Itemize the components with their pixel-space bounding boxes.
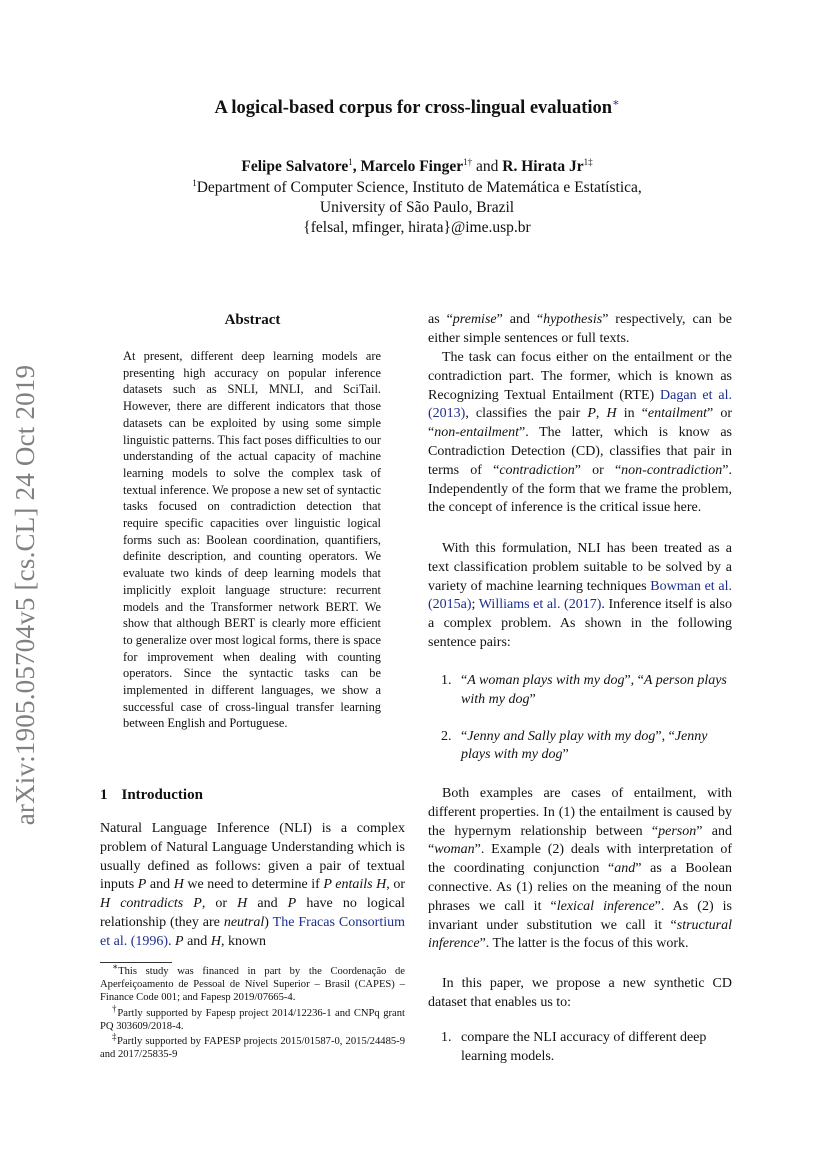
example-list [428, 672, 732, 765]
citation-link[interactable]: The Fracas Consortium et al. (1996) [100, 914, 405, 949]
author-name: R. Hirata Jr [502, 158, 584, 175]
author-name: Felipe Salvatore [241, 158, 349, 175]
author-name: Marcelo Finger [360, 158, 464, 175]
list-item: 1. “A woman plays with my dog”, “A person plays with my dog” [441, 673, 727, 707]
author-affil-mark: 1‡ [583, 156, 593, 167]
section-heading-introduction [100, 786, 405, 804]
citation-link[interactable]: Williams et al. (2017) [478, 597, 602, 613]
footnote-mark: ∗ [112, 961, 119, 972]
right-paragraph-4: In this paper, we propose a new synthetic CD dataset that enables us to: [428, 976, 732, 1010]
footnote-mark: † [112, 1003, 118, 1014]
right-paragraph-1: The task can focus either on the entailment or the contradiction part. The former, which is known as Recognizing Textual Entailment (RTE) Dagan et al. (2013), classifies the pair P, H in “entailment” or “non-entailment”. The latter, which is know as Contradiction Detection (CD), classifies that pair in terms of “contradiction” or “non-contradiction”. Independently of the form that we frame the problem, the concept of inference is the critical issue here. [428, 350, 732, 516]
author-line: Felipe Salvatore$^1$, Marcelo Finger$^{1\dagger}$ and R. Hirata $Jr^{1\ddagger}$ [241, 156, 593, 175]
title-text: A logical-based corpus for cross-lingual evaluation [214, 98, 613, 118]
footnote-divider [100, 962, 172, 963]
right-paragraph-2: With this formulation, NLI has been treated as a text classification problem suitable to be solved by a variety of machine learning techniques Bowman et al. (2015a); Williams et al. (2017). Inference itself is also a complex problem. As shown in the following sentence pairs: [428, 541, 732, 650]
author-conjunction: and [472, 158, 503, 175]
footnote-author2: †Partly supported by Fapesp project 2014/12236-1 and CNPq grant PQ 303609/2018-4. [100, 1003, 406, 1032]
paper-title [100, 96, 734, 120]
affiliation-mark: 1 [192, 177, 197, 188]
footnote-mark: ‡ [112, 1031, 117, 1042]
right-paragraph-3: Both examples are cases of entailment, with different properties. In (1) the entailment is caused by the hypernym relationship between “person” and “woman”. Example (2) deals with interpretation of the coordinating conjunction “and” as a Boolean connective. As (1) relies on the meaning of the noun phrases we call it “lexical inference”. As (2) is invariant under substitution we call it “structural inference”. The latter is the focus of this work. [428, 786, 732, 952]
affiliation-text: Department of Computer Science, Instituto de Matemática e Estatística, [196, 179, 642, 196]
list-item: 1. compare the NLI accuracy of different deep learning models. [441, 1030, 707, 1064]
right-paragraph-0: as “premise” and “hypothesis” respectively, can be either simple sentences or full texts. [428, 312, 732, 346]
footnote-author3: ‡Partly supported by FAPESP projects 2015/01587-0, 2015/24485-9 and 2017/25835-9 [100, 1031, 405, 1060]
author-emails: {felsal, mfinger, hirata}@ime.usp.br [303, 219, 531, 236]
author-affil-mark: 1 [348, 156, 353, 167]
contribution-list [428, 1029, 732, 1067]
author-affil-mark: 1† [463, 156, 473, 167]
section-number: 1 [100, 787, 108, 803]
section-title: Introduction [121, 787, 203, 803]
affiliation-line-1 [100, 178, 734, 198]
arxiv-identifier: arXiv:1905.05704v5 [cs.CL] 24 Oct 2019 [10, 364, 40, 826]
abstract-heading: Abstract [224, 312, 281, 328]
abstract-body: At present, different deep learning models are presenting high accuracy on popular inference datasets such as SNLI, MNLI, and SciTail. However, there are different indicators that those datasets can be exploited by using some simple linguistic patterns. This fact poses difficulties to our understanding of the actual capacity of machine learning models to solve the complex task of textual inference. We propose a new set of syntactic tasks focused on contradiction detection that require specific capacities over linguistic logical forms such as: Boolean coordination, quantifiers, definite description, and counting operators. We evaluate two kinds of deep learning models that implicitly exploit language structure: recurrent models and the Transformer network BERT. We show that although BERT is clearly more efficient to generalize over most logical forms, there is space for improvement when dealing with counting operators. Since the syntactic tasks can be implemented in different languages, we show a successful case of cross-lingual transfer learning between English and Portuguese. [123, 349, 381, 731]
list-item: 2. “Jenny and Sally play with my dog”, “Jenny plays with my dog” [441, 728, 708, 763]
affiliation-line-2: University of São Paulo, Brazil [319, 199, 515, 216]
intro-paragraph: Natural Language Inference (NLI) is a complex problem of Natural Language Understanding which is usually defined as follows: given a pair of textual inputs P and H we need to determine if P entails H, or H contradicts P, or H and P have no logical relationship (they are neutral) The Fracas Consortium et al. (1996). P and H, known [100, 821, 406, 949]
footnote-funding: ∗This study was financed in part by the Coordenação de Aperfeiçoamento de Pessoal de Nível Superior – Brasil (CAPES) – Finance Code 001; and Fapesp 2019/07665-4. [100, 961, 405, 1003]
citation-link[interactable]: Bowman et al. (2015a) [428, 578, 732, 613]
title-footnote-mark[interactable]: ∗ [612, 96, 620, 109]
citation-link[interactable]: Dagan et al. (2013) [428, 387, 732, 422]
